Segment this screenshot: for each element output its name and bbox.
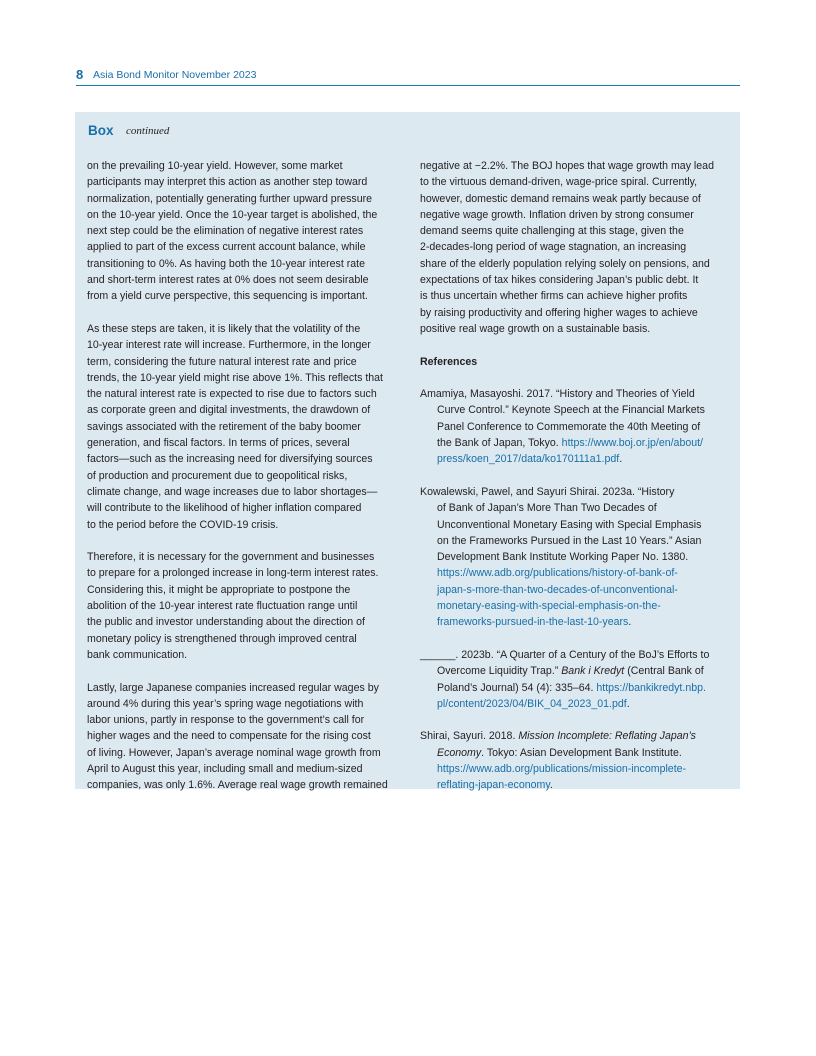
left-column (87, 158, 399, 794)
box-continued-label: continued (126, 125, 170, 137)
reference-end: . (626, 697, 630, 710)
right-column (420, 158, 732, 810)
reference-text: ______. 2023b. “A Quarter of a Century of the BoJ’s Efforts to Overcome Liquidity Trap.” (420, 648, 710, 678)
paragraph: on the prevailing 10-year yield. However, some market participants may interpret this action as another step toward normalization, potentially generating further upward pressure on the 10-year yield. Once the 10-year target is abolished, the next step could be the elimination of negative interest rates applied to part of the excess current account balance, while transitioning to 0%. As having both the 10-year interest rate and short-term interest rates at 0% does not seem desirable from a yield curve perspective, this sequencing is important. (87, 160, 378, 303)
box-label: Box (88, 123, 114, 138)
paragraph: Therefore, it is necessary for the government and businesses to prepare for a prolonged increase in long-term interest rates. Considering this, it might be appropriate to postpone the abolition of the 10-year interest rate fluctuation range until the public and investor understanding about the direction of monetary policy is strengthened through improved central bank communication. (87, 551, 379, 661)
paragraph: negative at −2.2%. The BOJ hopes that wage growth may lead to the virtuous demand-driven, wage-price spiral. Currently, however, domestic demand remains weak partly because of negative wage growth. Inflation driven by strong consumer demand seems quite challenging at this stage, given the 2-decades-long period of wage stagnation, an increasing share of the elderly population relying solely on pensions, and expectations of tax hikes considering Japan’s public debt. It is thus uncertain whether firms can achieve higher profits by raising productivity and offering higher wages to achieve positive real wage growth on a sustainable basis. (420, 160, 714, 335)
reference-link[interactable]: https://www.boj.or.jp/en/about/ press/koen_2017/data/ko170111a1.pdf (437, 437, 704, 466)
page-header (76, 66, 740, 86)
reference-item (420, 647, 732, 712)
reference-link[interactable]: https://www.adb.org/publications/mission-incomplete- reflating-japan-economy (437, 762, 687, 792)
reference-journal-title: Bank i Kredyt (561, 665, 625, 678)
references-heading: References (420, 355, 478, 368)
reference-text: Kowalewski, Pawel, and Sayuri Shirai. 2023a. “History of Bank of Japan’s More Than Two Decades of Unconventional Monetary Easing with Special Emphasis on the Frameworks Pursued in the Last 10 Years.” Asian Development Bank Institute Working Paper No. 1380. (420, 485, 702, 564)
reference-text: (Central Bank of Poland’s Journal) 54 (4): 335–64. (437, 665, 704, 694)
running-title: Asia Bond Monitor November 2023 (93, 69, 257, 81)
reference-item (420, 386, 732, 467)
reference-item (420, 484, 732, 631)
reference-item (420, 728, 732, 793)
reference-link[interactable]: https://www.adb.org/publications/history-of-bank-of- japan-s-more-than-two-decades-of-unconventional- monetary-easing-with-special-emphasis-on-the- frameworks-pursued-in-the-last-10-years (437, 567, 678, 629)
reference-text: Shirai, Sayuri. 2018. (420, 730, 519, 743)
page-number: 8 (76, 67, 84, 82)
reference-book-title: Mission Incomplete: Reflating Japan’s Economy (437, 730, 696, 759)
paragraph: Lastly, large Japanese companies increased regular wages by around 4% during this year’s spring wage negotiations with labor unions, partly in response to the government’s call for higher wages and the need to compensate for the rising cost of living. However, Japan’s average nominal wage growth from April to August this year, including small and medium-sized companies, was only 1.6%. Average real wage growth remained (87, 681, 388, 792)
reference-text: . Tokyo: Asian Development Bank Institute. (481, 746, 682, 759)
box-panel (75, 112, 740, 792)
reference-end: . (628, 616, 632, 629)
reference-text: Amamiya, Masayoshi. 2017. “History and Theories of Yield Curve Control.” Keynote Speech at the Financial Markets Panel Conference to Commemorate the 40th Meeting of the Bank of Japan, Tokyo. (420, 388, 705, 450)
reference-end: . (549, 779, 553, 792)
reference-end: . (619, 453, 623, 466)
reference-link[interactable]: https://bankikredyt.nbp. pl/content/2023/04/BIK_04_2023_01.pdf (437, 681, 706, 710)
paragraph: As these steps are taken, it is likely that the volatility of the 10-year interest rate will increase. Furthermore, in the longer term, considering the future natural interest rate and price trends, the 10-year yield might rise above 1%. This reflects that the natural interest rate is expected to rise due to factors such as corporate green and digital investments, the drawdown of savings associated with the retirement of the baby boomer generation, and fiscal factors. In terms of prices, several factors—such as the increasing need for diversifying sources of production and procurement due to geopolitical risks, climate change, and wage increases due to labor shortages— will contribute to the likelihood of higher inflation compared to the period before the COVID-19 crisis. (87, 322, 383, 531)
